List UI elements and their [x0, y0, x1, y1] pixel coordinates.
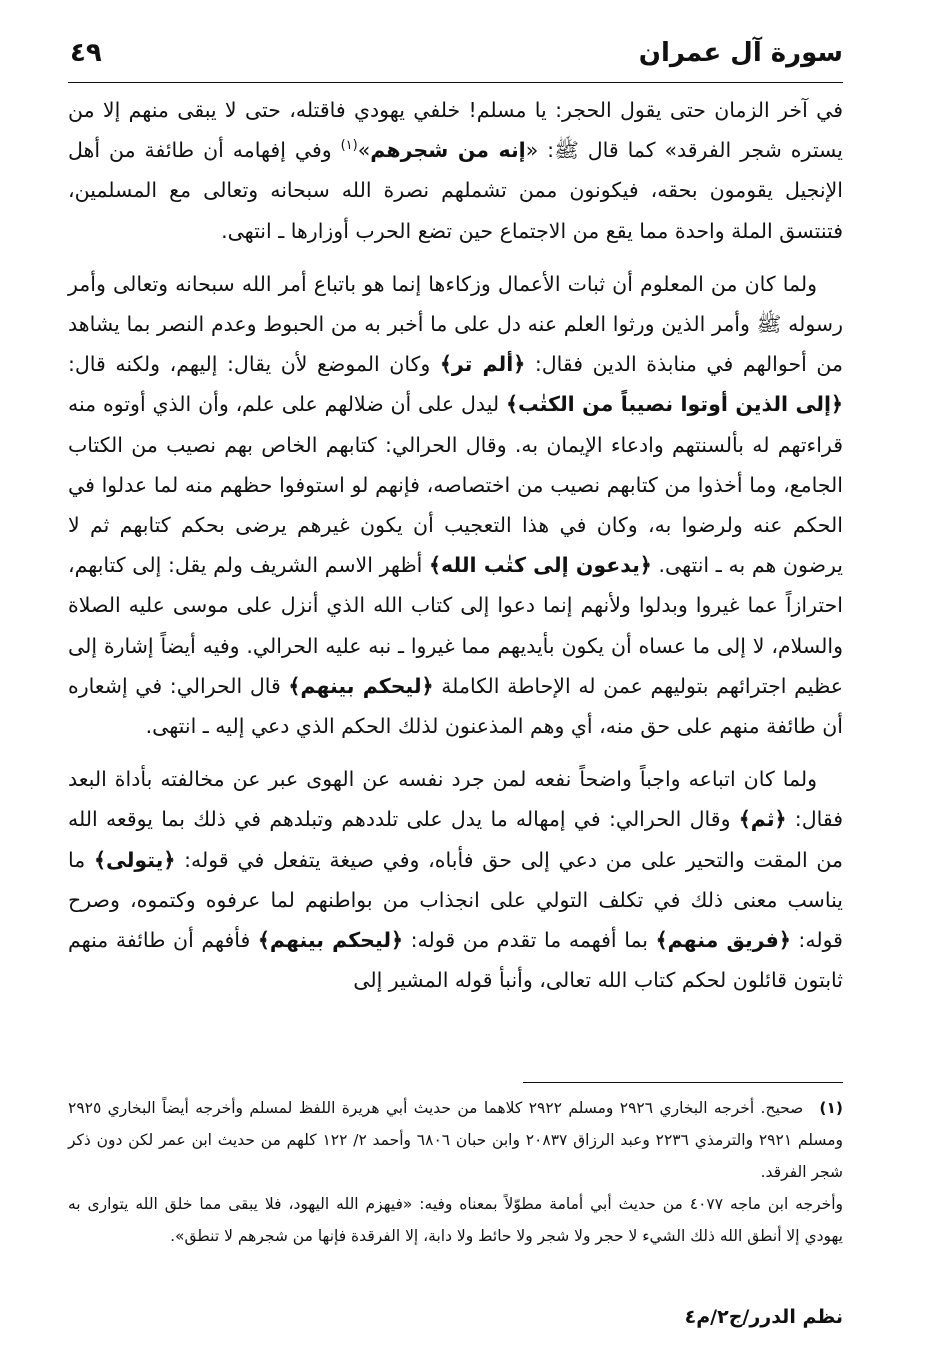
paragraph-3 [68, 759, 843, 1000]
footnote-rule [523, 1082, 843, 1083]
text-segment: قال الحرالي: في إشعاره أن طائفة منهم على حق منه، أي وهم المذعنون لذلك الحكم الذي دعي إليه ـ انتهى. [68, 673, 843, 739]
text-segment: ليدل على أن ضلالهم على علم، وأن الذي أوتوه منه قراءتهم له بألسنتهم وادعاء الإيمان به. وقال الحرالي: كتابهم الخاص بهم نصيب من الكتاب الجامع، وما أخذوا من كتابهم نصيب من اختصاصه، فإنهم لو استوفوا حظهم منه لما عدلوا في الحكم عنه ولرضوا به، وكان في هذا التعجيب أن يكون غيرهم يرضى بحكم كتابهم ثم لا يرضون هم به ـ انتهى. [68, 392, 844, 578]
quoted-phrase: ﴿ليحكم بينهم﴾ [288, 673, 434, 698]
header-rule [68, 82, 843, 83]
quoted-phrase: ﴿إلى الذين أوتوا نصيباً من الكتٰب﴾ [505, 392, 843, 417]
running-title: سورة آل عمران [638, 38, 843, 68]
footnote-1 [68, 1092, 843, 1188]
text-segment: وفي إفهامه أن طائفة من أهل الإنجيل يقومون بحقه، فيكونون ممن تشملهم نصرة الله سبحانه وتعالى مع المسلمين، فتنتسق الملة واحدة مما يقع من الاجتماع حين تضع الحرب أوزارها ـ انتهى. [68, 138, 843, 243]
text-segment: في آخر الزمان حتى يقول الحجر: يا مسلم! خلفي يهودي فاقتله، حتى لا يبقى منهم إلا من يستره شجر الفرقد» كما قال ﷺ: « [68, 98, 844, 163]
quoted-phrase: ﴿ليحكم بينهم﴾ [257, 928, 404, 953]
text-segment: بما أفهمه ما تقدم من قوله: [403, 928, 656, 953]
paragraph-2 [68, 264, 843, 746]
footer-signature: نظم الدرر/ج٢/م٤ [684, 1306, 843, 1328]
page-number: ٤٩ [70, 38, 102, 68]
text-segment: ولما كان من المعلوم أن ثبات الأعمال وزكاءها إنما هو باتباع أمر الله سبحانه وتعالى وأمر رسوله ﷺ وأمر الذين ورثوا العلم عنه دل على ما أخبر به من الحبوط وعدم النصر بما يشاهد من أحوالهم في منابذة الدين فقال: [68, 271, 843, 377]
footnote-reference: (١) [340, 138, 358, 154]
quoted-phrase: ﴿فريق منهم﴾ [655, 928, 791, 953]
quoted-phrase: ﴿ألم تر﴾ [439, 352, 526, 377]
quoted-phrase: ﴿يدعون إلى كتٰب الله﴾ [429, 553, 652, 578]
text-segment: فأفهم أن طائفة منهم ثابتون قائلون لحكم كتاب الله تعالى، وأنبأ قوله المشير إلى [68, 928, 843, 993]
paragraph-1 [68, 90, 843, 251]
quoted-phrase: ﴿ثم﴾ [738, 807, 787, 832]
footnote-line-2: وأخرجه ابن ماجه ٤٠٧٧ من حديث أبي أمامة مطوّلاً بمعناه وفيه: «فيهزم الله اليهود، فلا يبقى مما خلق الله يتوارى به يهودي إلا أنطق الله ذلك الشيء لا حجر ولا شجر ولا حائط ولا دابة، إلا الفرقدة فإنها من شجرهم لا تنطق». [68, 1195, 843, 1245]
text-segment: ما يناسب معنى ذلك في تكلف التولي على انجذاب من بواطنهم لما عرفوه وكتموه، وصرح قوله: [68, 847, 843, 953]
footnotes [68, 1092, 843, 1252]
main-text [68, 90, 843, 1000]
text-segment: وقال الحرالي: في إمهاله ما يدل على تلددهم وتبلدهم في ذلك بما يوقعه الله من المقت والتحير على من دعي إلى حق فأباه، وفي صيغة يتفعل في قوله: [68, 807, 843, 872]
footnote-line-1: صحيح. أخرجه البخاري ٢٩٢٦ ومسلم ٢٩٢٢ كلاهما من حديث أبي هريرة اللفظ لمسلم وأخرجه أيضاً البخاري ٢٩٢٥ ومسلم ٢٩٢١ والترمذي ٢٢٣٦ وعبد الرزاق ٢٠٨٣٧ وابن حبان ٦٨٠٦ وأحمد ٢/ ١٢٢ كلهم من حديث ابن عمر لكن دون ذكر شجر الفرقد. [68, 1099, 843, 1181]
text-segment: وكان الموضع لأن يقال: إليهم، ولكنه قال: [68, 352, 440, 377]
footnote-marker: (١) [819, 1099, 843, 1117]
text-segment: » [357, 138, 371, 163]
quoted-phrase: ﴿يتولى﴾ [93, 847, 176, 872]
text-segment: ولما كان اتباعه واجباً واضحاً نفعه لمن جرد نفسه عن الهوى عبر عن مخالفته بأداة البعد فقال: [68, 767, 844, 832]
text-segment: أظهر الاسم الشريف ولم يقل: إلى كتابهم، احترازاً عما غيروا وبدلوا ولأنهم إنما دعوا إلى كتاب الله الذي أنزل على موسى عليه الصلاة والسلام، لا إلى ما عساه أن يكون بأيديهم مما غيروا ـ نبه عليه الحرالي. وفيه أيضاً إشارة إلى عظيم اجترائهم بتوليهم عمن له الإحاطة الكاملة [68, 553, 843, 698]
quoted-phrase: إنه من شجرهم [370, 138, 526, 163]
footnote-1-continued [68, 1188, 843, 1252]
